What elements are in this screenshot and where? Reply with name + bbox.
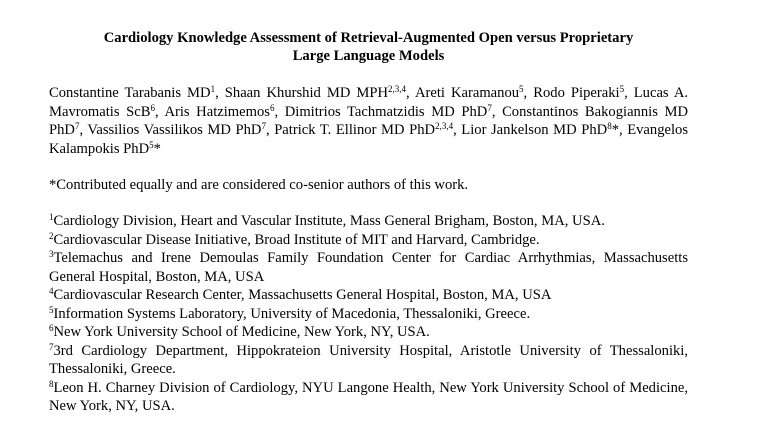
author-list — [49, 84, 688, 158]
affiliation-list — [49, 212, 688, 416]
author: Lucas A. Mavromatis ScB$^6$, — [49, 85, 689, 120]
affiliation-item: $^2$Cardiovascular Disease Initiative, Broad Institute of MIT and Harvard, Cambridge. — [49, 230, 540, 248]
paper-title-page — [49, 29, 688, 416]
title-line-1: Cardiology Knowledge Assessment of Retrieval-Augmented Open versus Proprietary — [103, 30, 634, 46]
author: Evangelos Kalampokis PhD$^5$* — [49, 122, 689, 157]
author: Vassilios Vassilikos MD PhD$^7$, — [87, 121, 275, 138]
affiliation-item: $^6$New York University School of Medicine, New York, NY, USA. — [49, 323, 430, 340]
author: Patrick T. Ellinor MD PhD$^{2,3,4}$, — [274, 121, 462, 138]
author: Dimitrios Tachmatzidis MD PhD$^7$, — [284, 102, 503, 120]
affiliation-item: $^8$Leon H. Charney Division of Cardiology, NYU Langone Health, New York University School of Medicine, New York, NY, USA. — [49, 378, 688, 414]
author: Lior Jankelson MD PhD$^8$*, — [461, 121, 628, 138]
title-line-2: Large Language Models — [292, 48, 445, 64]
author: Constantinos Bakogiannis MD PhD$^7$, — [49, 103, 689, 138]
author: Constantine Tarabanis $MD^1$, — [49, 84, 225, 101]
author: Aris Hatzimemos$^6$, — [164, 102, 285, 120]
affiliation-item: $^4$Cardiovascular Research Center, Massachusetts General Hospital, Boston, MA, USA — [49, 286, 552, 303]
author: Shaan Khurshid MD MPH$^{2,3,4}$, — [224, 84, 415, 101]
author: Areti Karamanou$^5$, — [414, 84, 534, 101]
affiliation-item: $^3$Telemachus and Irene Demoulas Family Foundation Center for Cardiac Arrhythmias, Massachusetts General Hospital, Boston, MA, USA — [49, 249, 688, 285]
paper-title — [49, 29, 688, 65]
co-senior-author-note: *Contributed equally and are considered co-senior authors of this work. — [49, 177, 469, 193]
affiliation-item: $^5$Information Systems Laboratory, University of Macedonia, Thessaloniki, Greece. — [49, 304, 531, 322]
affiliation-item: $^1$Cardiology Division, Heart and Vascular Institute, Mass General Brigham, Boston, MA, USA. — [49, 212, 605, 229]
author: Rodo Piperaki$^5$, — [533, 84, 634, 101]
affiliation-item: $^7$3rd Cardiology Department, Hippokrateion University Hospital, Aristotle University of Thessaloniki, Thessaloniki, Greece. — [49, 341, 688, 377]
